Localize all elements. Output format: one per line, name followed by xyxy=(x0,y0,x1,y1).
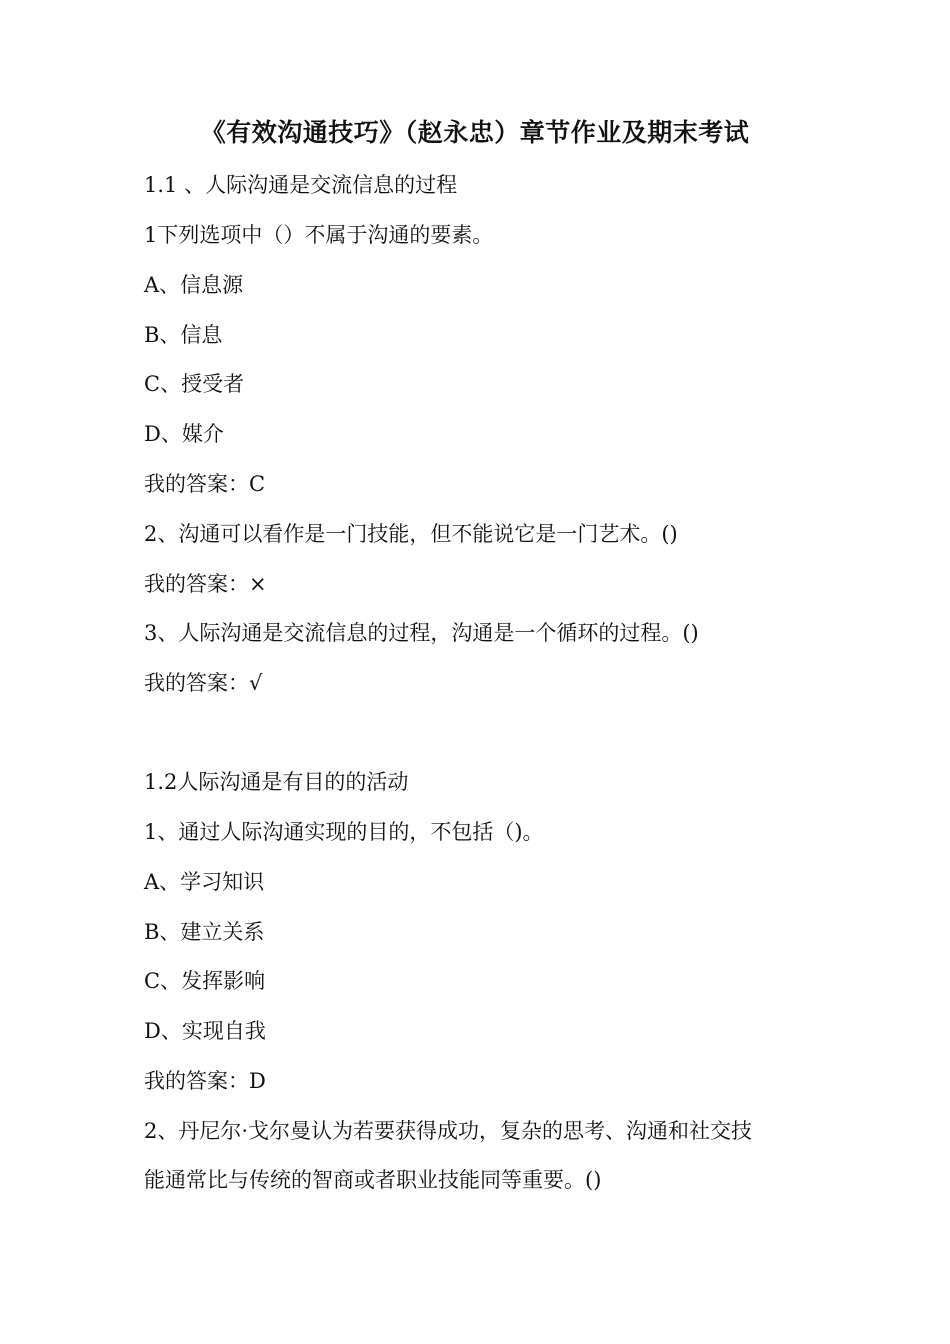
option-b: B、信息 xyxy=(144,323,223,347)
answer-text: 我的答案：C xyxy=(144,472,266,496)
question-text: 1下列选项中（）不属于沟通的要素。 xyxy=(144,223,494,247)
question-text: 2、沟通可以看作是一门技能，但不能说它是一门艺术。() xyxy=(144,522,678,546)
option-a: A、学习知识 xyxy=(144,870,265,894)
document-title: 《有效沟通技巧》（赵永忠）章节作业及期末考试 xyxy=(200,118,750,147)
question-text: 2、丹尼尔·戈尔曼认为若要获得成功，复杂的思考、沟通和社交技 xyxy=(144,1119,753,1143)
option-d: D、媒介 xyxy=(144,422,224,446)
question-text-continued: 能通常比与传统的智商或者职业技能同等重要。() xyxy=(144,1168,602,1192)
answer-text: 我的答案：√ xyxy=(144,671,263,695)
section-heading-1-2: 1.2人际沟通是有目的的活动 xyxy=(144,770,409,794)
answer-text: 我的答案：D xyxy=(144,1069,266,1093)
answer-text: 我的答案：× xyxy=(144,572,267,596)
option-c: C、授受者 xyxy=(144,372,245,396)
section-heading-1-1: 1.1 、人际沟通是交流信息的过程 xyxy=(144,173,458,197)
question-text: 3、人际沟通是交流信息的过程，沟通是一个循环的过程。() xyxy=(144,621,699,645)
option-c: C、发挥影响 xyxy=(144,969,266,993)
option-d: D、实现自我 xyxy=(144,1019,266,1043)
option-b: B、建立关系 xyxy=(144,920,265,944)
option-a: A、信息源 xyxy=(144,273,244,297)
question-text: 1、通过人际沟通实现的目的，不包括（)。 xyxy=(144,820,544,844)
